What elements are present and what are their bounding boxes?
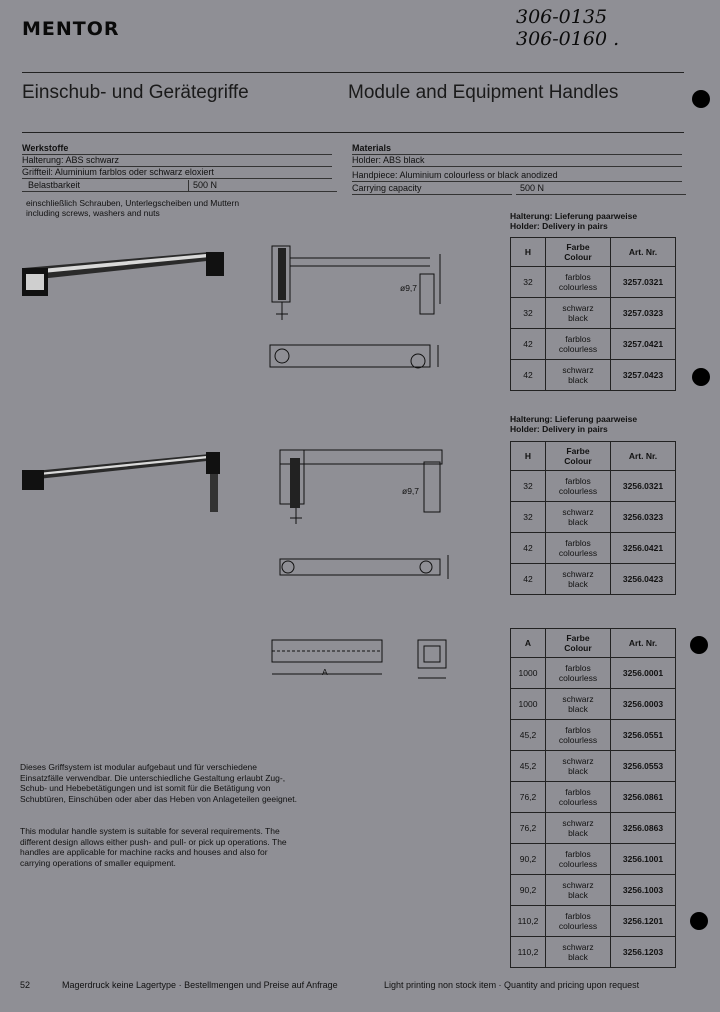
punch-hole-mark (690, 912, 708, 930)
spec-capacity-value-en: 500 N (516, 183, 686, 195)
table-row: 32 farblos colourless 3256.0321 (511, 471, 676, 502)
table-row: 32 schwarz black 3256.0323 (511, 502, 676, 533)
table-row: 42 farblos colourless 3257.0421 (511, 329, 676, 360)
title-english: Module and Equipment Handles (348, 82, 619, 103)
dim-diameter-2: ø9,7 (402, 486, 420, 496)
table-row: 76,2 schwarz black 3256.0863 (511, 813, 676, 844)
footer-german: Magerdruck keine Lagertype · Bestellmengen und Preise auf Anfrage (62, 980, 338, 990)
table1-col-nr: Art. Nr. (611, 238, 676, 267)
table-row: 42 schwarz black 3256.0423 (511, 564, 676, 595)
bar-drawing (270, 636, 390, 686)
table2 (510, 441, 676, 595)
table-row: 76,2 farblos colourless 3256.0861 (511, 782, 676, 813)
table1-col-colour: Farbe Colour (546, 238, 611, 267)
dim-diameter-1: ø9,7 (400, 283, 418, 293)
bar-section-drawing (414, 636, 464, 686)
table-row: 45,2 farblos colourless 3256.0551 (511, 720, 676, 751)
table3-col-nr: Art. Nr. (611, 629, 676, 658)
table3 (510, 628, 676, 968)
handle-drawing-side-2 (278, 448, 458, 528)
table1-delivery-de: Halterung: Lieferung paarweise (510, 211, 638, 221)
spec-holder-de: Halterung: ABS schwarz (22, 155, 332, 167)
dim-a-label: A (322, 667, 328, 677)
handle-drawing-top-2 (278, 555, 458, 595)
table1-col-h: H (511, 238, 546, 267)
punch-hole-mark (690, 636, 708, 654)
table-row: 42 farblos colourless 3256.0421 (511, 533, 676, 564)
spec-handpiece-en: Handpiece: Aluminium colourless or black anodized (352, 170, 682, 182)
punch-hole-mark (692, 90, 710, 108)
table2-col-h: H (511, 442, 546, 471)
title-rule (22, 132, 684, 133)
table2-delivery-en: Holder: Delivery in pairs (510, 424, 608, 434)
spec-capacity-label-de: Belastbarkeit (22, 180, 188, 192)
spec-handpiece-de: Griffteil: Aluminium farblos oder schwarz eloxiert (22, 167, 332, 179)
handle-photo-1 (20, 240, 230, 300)
handle-drawing-top-1 (268, 343, 458, 383)
title-german: Einschub- und Gerätegriffe (22, 82, 249, 103)
table-row: 1000 schwarz black 3256.0003 (511, 689, 676, 720)
description-german: Dieses Griffsystem ist modular aufgebaut und für verschiedene Einsatzfälle verwendbar. Die unterschiedliche Gestaltung erlaubt Zug-, Schub- und Hebebetätigungen und ist somit für die Betätigung von Schubtüren, Einschüben oder aber das Heben von Anlageteilen geeignet. (20, 762, 297, 804)
table-row: 90,2 farblos colourless 3256.1001 (511, 844, 676, 875)
table-row: 110,2 schwarz black 3256.1203 (511, 937, 676, 968)
handle-drawing-side-1 (270, 244, 450, 324)
punch-hole-mark (692, 368, 710, 386)
description-english: This modular handle system is suitable for several requirements. The different design allows either push- and pull- or pick up operations. The handles are applicable for machine racks and houses and also for carrying operations of smaller equipment. (20, 826, 287, 868)
page-number: 52 (20, 980, 31, 990)
brand-logo: MENTOR (22, 18, 120, 40)
table1-delivery-en: Holder: Delivery in pairs (510, 221, 608, 231)
spec-note-en: including screws, washers and nuts (26, 208, 160, 218)
spec-capacity-value-de: 500 N (188, 180, 337, 192)
table-row: 1000 farblos colourless 3256.0001 (511, 658, 676, 689)
handwritten-note-1: 306-0135 (516, 6, 608, 28)
table-row: 110,2 farblos colourless 3256.1201 (511, 906, 676, 937)
handle-photo-2 (20, 446, 230, 516)
spec-capacity-label-en: Carrying capacity (352, 183, 512, 195)
footer-english: Light printing non stock item · Quantity and pricing upon request (384, 980, 640, 990)
spec-heading-en: Materials (352, 143, 682, 155)
table3-col-colour: Farbe Colour (546, 629, 611, 658)
table2-col-nr: Art. Nr. (611, 442, 676, 471)
table2-col-colour: Farbe Colour (546, 442, 611, 471)
spec-note-de: einschließlich Schrauben, Unterlegscheiben und Muttern (26, 198, 240, 208)
table-row: 32 farblos colourless 3257.0321 (511, 267, 676, 298)
table-row: 45,2 schwarz black 3256.0553 (511, 751, 676, 782)
table2-delivery-de: Halterung: Lieferung paarweise (510, 414, 638, 424)
spec-holder-en: Holder: ABS black (352, 155, 682, 167)
table-row: 32 schwarz black 3257.0323 (511, 298, 676, 329)
table3-col-a: A (511, 629, 546, 658)
table-row: 42 schwarz black 3257.0423 (511, 360, 676, 391)
spec-heading-de: Werkstoffe (22, 143, 332, 155)
table-row: 90,2 schwarz black 3256.1003 (511, 875, 676, 906)
table1 (510, 237, 676, 391)
header-rule (22, 72, 684, 73)
handwritten-note-2: 306-0160 . (516, 28, 620, 50)
